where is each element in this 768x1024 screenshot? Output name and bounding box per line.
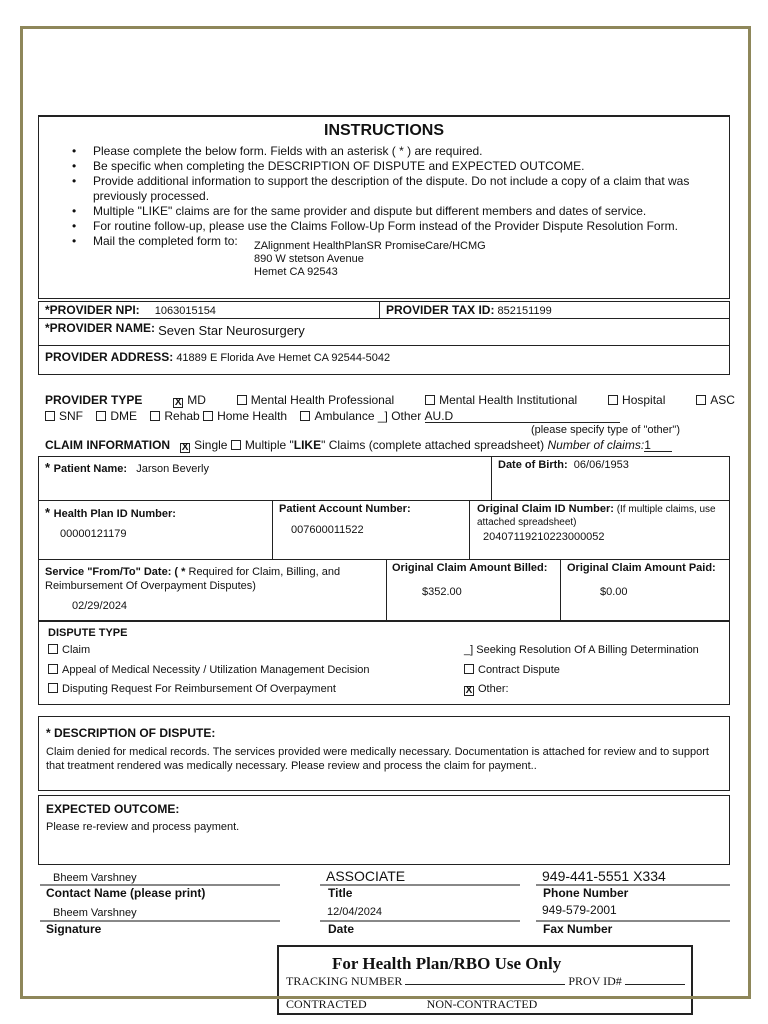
- account-number-value: 007600011522: [291, 524, 364, 536]
- provider-type-asc[interactable]: ASC: [696, 392, 735, 408]
- provider-address-value: 41889 E Florida Ave Hemet CA 92544-5042: [176, 352, 391, 364]
- contract-row: CONTRACTED NON-CONTRACTED: [286, 997, 538, 1011]
- phone-label: Phone Number: [543, 886, 629, 900]
- dispute-appeal[interactable]: Appeal of Medical Necessity / Utilization Management Decision: [48, 661, 370, 681]
- provider-type-snf[interactable]: SNF: [45, 409, 83, 423]
- title-value[interactable]: ASSOCIATE: [326, 868, 406, 884]
- service-date-label: Service "From/To" Date: (: [45, 566, 179, 578]
- provider-type-other[interactable]: _] Other: [377, 409, 422, 423]
- service-date-hint: Required for Claim, Billing, and Reimbursement Of Overpayment Disputes): [45, 566, 341, 592]
- service-date-value: 02/29/2024: [72, 600, 128, 612]
- dispute-claim[interactable]: Claim: [48, 641, 370, 661]
- address-line: ZAlignment HealthPlanSR PromiseCare/HCMG: [254, 240, 486, 252]
- paid-label: Original Claim Amount Paid:: [567, 562, 716, 574]
- dispute-overpayment[interactable]: Disputing Request For Reimbursement Of Overpayment: [48, 680, 370, 700]
- other-type-field[interactable]: AU.D: [425, 410, 620, 423]
- provider-type-mhp[interactable]: Mental Health Professional: [237, 392, 394, 408]
- provider-type-section: [45, 392, 735, 453]
- address-line: Hemet CA 92543: [254, 266, 338, 278]
- dob-label: Date of Birth:: [498, 459, 568, 471]
- tax-id-label: PROVIDER TAX ID:: [386, 303, 495, 317]
- provider-type-label: PROVIDER TYPE: [45, 393, 143, 407]
- contact-name-value[interactable]: Bheem Varshney: [53, 872, 137, 884]
- dob-value: 06/06/1953: [573, 459, 629, 471]
- provider-type-md[interactable]: X MD: [174, 393, 206, 408]
- dispute-other[interactable]: X Other:: [465, 683, 509, 696]
- provider-type-home-health[interactable]: Home Health: [203, 409, 287, 423]
- provider-type-ambulance[interactable]: Ambulance: [300, 409, 374, 423]
- tracking-row: TRACKING NUMBER PROV ID#: [286, 974, 685, 989]
- provider-type-dme[interactable]: DME: [96, 409, 137, 423]
- health-plan-id-label: Health Plan ID Number:: [53, 508, 176, 520]
- patient-name-value: Jarson Beverly: [136, 463, 209, 475]
- billed-label: Original Claim Amount Billed:: [392, 562, 548, 574]
- dispute-type-label: DISPUTE TYPE: [48, 627, 128, 639]
- contact-name-label: Contact Name (please print): [46, 886, 206, 900]
- instructions-list: [55, 144, 735, 249]
- claim-id-label: Original Claim ID Number:: [477, 503, 614, 515]
- office-use-title: For Health Plan/RBO Use Only: [332, 954, 562, 973]
- description-label: * DESCRIPTION OF DISPUTE:: [46, 726, 216, 740]
- npi-label: *PROVIDER NPI:: [45, 303, 140, 317]
- num-claims-label: Number of claims:: [547, 438, 645, 452]
- provider-name-value: Seven Star Neurosurgery: [158, 323, 305, 338]
- date-label: Date: [328, 922, 355, 936]
- date-value[interactable]: 12/04/2024: [327, 906, 383, 918]
- provider-name-label: *PROVIDER NAME:: [45, 321, 156, 335]
- instructions-title: INSTRUCTIONS: [324, 122, 444, 139]
- tax-id-value: 852151199: [497, 305, 552, 317]
- instruction-item: • Be specific when completing the DESCRIPTION OF DISPUTE and EXPECTED OUTCOME.: [55, 159, 735, 174]
- npi-value: 1063015154: [154, 305, 216, 317]
- mail-address: [254, 240, 486, 279]
- claim-id-hint: (If multiple claims, use attached spreadsheet): [477, 504, 716, 528]
- fax-label: Fax Number: [543, 922, 613, 936]
- claim-single[interactable]: X Single: [181, 438, 228, 453]
- provider-type-hospital[interactable]: Hospital: [608, 392, 665, 408]
- paid-value: $0.00: [600, 586, 628, 598]
- num-claims-field[interactable]: 1: [644, 439, 672, 452]
- signature-value[interactable]: Bheem Varshney: [53, 907, 137, 919]
- billed-value: $352.00: [422, 586, 462, 598]
- instruction-item: • For routine follow-up, please use the Claims Follow-Up Form instead of the Provider Dispute Resolution Form.: [55, 219, 735, 234]
- address-line: 890 W stetson Avenue: [254, 253, 364, 265]
- description-text[interactable]: Claim denied for medical records. The services provided were medically necessary. Documentation is attached for review and to support that treatment rendered was medically necessary. Please review and process the claim for payment..: [46, 746, 709, 772]
- instruction-item: • Multiple "LIKE" claims are for the same provider and dispute but different members and dates of service.: [55, 204, 735, 219]
- claim-id-value: 20407119210223000052: [483, 531, 605, 543]
- other-hint: (please specify type of "other"): [530, 424, 680, 436]
- claim-info-label: CLAIM INFORMATION: [45, 438, 171, 452]
- provider-address-label: PROVIDER ADDRESS:: [45, 350, 174, 364]
- instruction-item: • Provide additional information to support the description of the dispute. Do not include a copy of a claim that was previously processed.: [55, 174, 735, 204]
- dispute-billing[interactable]: _] Seeking Resolution Of A Billing Determination: [464, 644, 699, 656]
- outcome-text[interactable]: Please re-review and process payment.: [46, 821, 240, 833]
- phone-value[interactable]: 949-441-5551 X334: [542, 868, 666, 884]
- provider-type-mhi[interactable]: Mental Health Institutional: [425, 392, 577, 408]
- health-plan-id-value: 00000121179: [60, 528, 127, 540]
- provider-type-rehab[interactable]: Rehab: [150, 409, 199, 423]
- dispute-contract[interactable]: Contract Dispute: [464, 661, 699, 681]
- claim-multiple[interactable]: Multiple "LIKE" Claims (complete attached spreadsheet): [231, 438, 544, 452]
- fax-value[interactable]: 949-579-2001: [542, 903, 617, 917]
- outcome-label: EXPECTED OUTCOME:: [46, 802, 180, 816]
- mail-label: Mail the completed form to:: [93, 234, 238, 248]
- signature-label: Signature: [46, 922, 102, 936]
- account-number-label: Patient Account Number:: [279, 503, 411, 515]
- patient-name-label: Patient Name:: [53, 463, 128, 475]
- instruction-item: • Please complete the below form. Fields with an asterisk ( * ) are required.: [55, 144, 735, 159]
- title-label: Title: [328, 886, 353, 900]
